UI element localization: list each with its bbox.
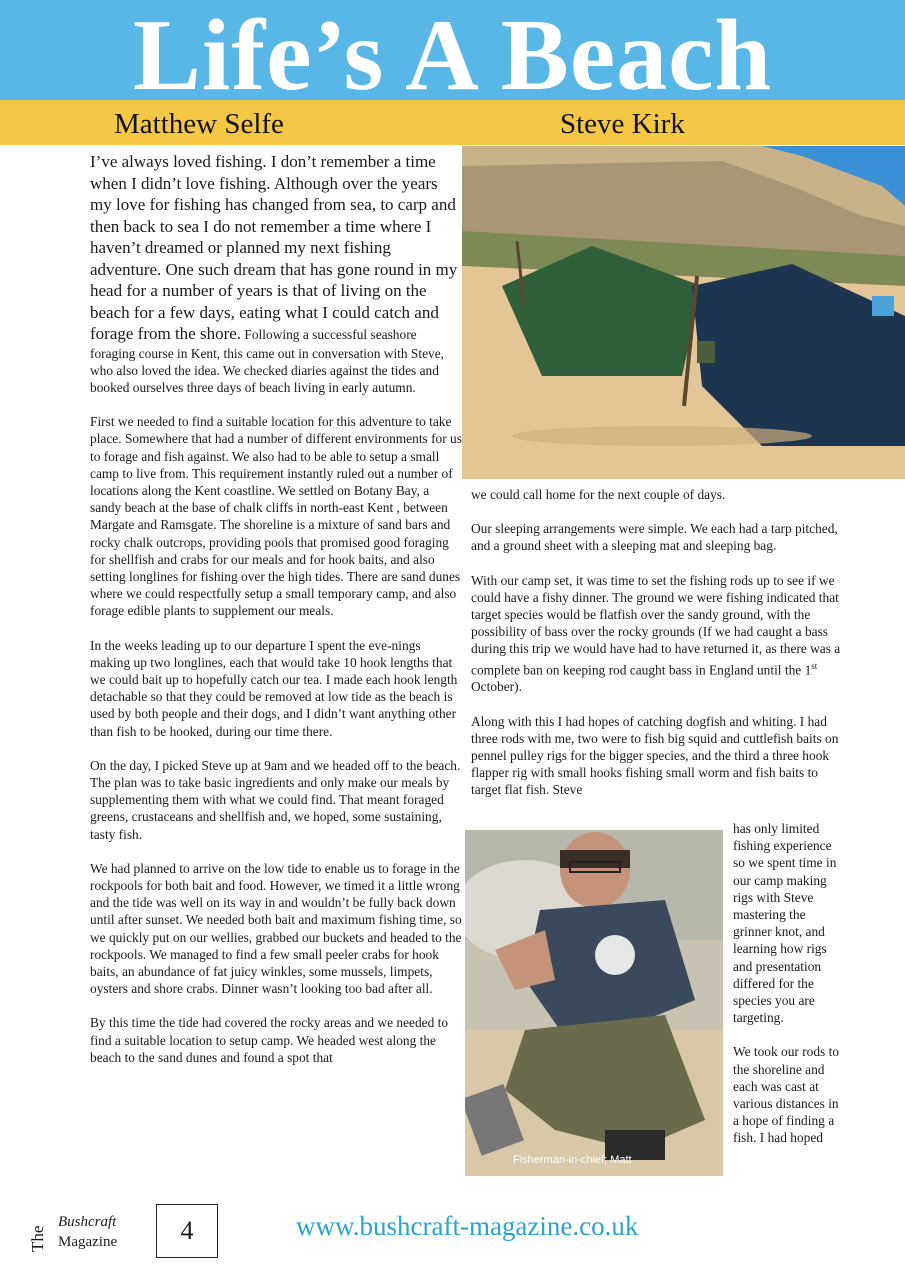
magazine-name-bushcraft: Bushcraft (58, 1214, 117, 1230)
right-paragraph-3-end: October). (471, 679, 522, 695)
author-right: Steve Kirk (560, 108, 685, 140)
fisherman-illustration (465, 830, 723, 1176)
lead-paragraph (90, 151, 462, 396)
wrap-paragraph-2: We took our rods to the shoreline and each was cast at various distances in a hope of finding a fish. I had hoped (733, 1044, 840, 1146)
author-left: Matthew Selfe (114, 108, 284, 140)
right-paragraph-3 (471, 572, 846, 696)
magazine-name-magazine: Magazine (58, 1234, 118, 1250)
right-paragraph-4: Along with this I had hopes of catching dogfish and whiting. I had three rods with me, two were to fish big squid and cuttlefish baits on pennel pulley rigs for the bigger species, and the third a three hook flapper rig with small hooks fishing small worm and fish baits to target flat fish. Steve (471, 713, 839, 798)
lead-continuation: Following a successful seashore foraging course in Kent, this came out in conversation with Steve, who also loved the idea. We checked diaries against the tides and booked ourselves three days of beach living in early autumn. (90, 327, 445, 395)
wrap-paragraph-1: has only limited fishing experience so we spent time in our camp making rigs with Steve mastering the grinner knot, and learning how rigs and presentation differed for the species you are targeting. (733, 821, 837, 1026)
article-title: Life’s A Beach (132, 0, 773, 112)
paragraph-2: First we needed to find a suitable location for this adventure to take place. Somewhere that had a number of different environments for us to forage and fish against. We also had to be able to setup a small camp to live from. This requirement instantly ruled out a number of locations along the Kent coastline. We settled on Botany Bay, a sandy beach at the base of chalk cliffs in north-east Kent , between Margate and Ramsgate. The shoreline is a mixture of sand bars and rocky chalk outcrops, providing pools that promised good foraging for shellfish and crabs for our meals and for hook baits, and also setting longlines for fishing over the high tides. There are sand dunes where we could respectfully setup a small temporary camp, and also forage edible plants to supplement our meals. (90, 414, 462, 619)
beach-camp-illustration (462, 146, 905, 479)
article-wrap-column (733, 820, 845, 1164)
ordinal-suffix: st (811, 660, 818, 671)
paragraph-3: In the weeks leading up to our departure I spent the eve-nings making up two longlines, each that would take 10 hook lengths that we could bait up to hopefully catch our tea. I made each hook length detachable so that they could be removed at low tide as the beach is used by both people and their dogs, and I didn’t want anything other than fish to be hooked, during our time there. (90, 637, 458, 739)
paragraph-6: By this time the tide had covered the rocky areas and we needed to find a suitable location to setup camp. We headed west along the beach to the sand dunes and found a spot that (90, 1015, 449, 1065)
article-left-column (90, 151, 462, 1083)
website-link[interactable]: www.bushcraft-magazine.co.uk (296, 1211, 639, 1241)
photo-caption: Fisherman-in-chief; Matt (513, 1154, 632, 1166)
magazine-the: The (28, 1225, 47, 1252)
paragraph-4: On the day, I picked Steve up at 9am and we headed off to the beach. The plan was to take basic ingredients and only make our meals by supplementing them with what we could find. That meant foraged greens, crustaceans and shellfish and, we hoped, some sustaining, tasty fish. (90, 757, 461, 842)
article-right-column (471, 486, 846, 816)
page-number: 4 (156, 1204, 218, 1258)
paragraph-5: We had planned to arrive on the low tide to enable us to forage in the rockpools for both bait and food. However, we timed it a little wrong and the tide was well on its way in and wouldn’t be fully back down until after sunset. We needed both bait and maximum fishing time, so we quickly put on our wellies, grabbed our buckets and headed to the rockpools. We managed to find a few small peeler crabs for hook baits, an abundance of fat juicy winkles, some mussels, limpets, oysters and shore crabs. Dinner wasn’t looking too bad after all. (90, 860, 462, 997)
lead-text: I’ve always loved fishing. I don’t remember a time when I didn’t love fishing. Although over the years my love for fishing has changed from sea, to carp and then back to sea I do not remember a time where I haven’t dreamed or planned my next fishing adventure. One such dream that has gone round in my head for a number of years is that of living on the beach for a few days, eating what I could catch and forage from the shore. (90, 152, 458, 343)
right-paragraph-3-text: With our camp set, it was time to set the fishing rods up to see if we could have a fishy dinner. The ground we were fishing indicated that target species would be flatfish over the sandy ground, with the possibility of bass over the rocky grounds (If we had caught a bass during this trip we would have had to have returned it, as there was a complete ban on keeping rod caught bass in England until the 1 (471, 572, 841, 678)
beach-camp-photo (462, 146, 905, 479)
fisherman-photo (465, 830, 723, 1176)
right-paragraph-1: we could call home for the next couple of days. (471, 487, 726, 502)
right-paragraph-2: Our sleeping arrangements were simple. We each had a tarp pitched, and a ground sheet with a sleeping mat and sleeping bag. (471, 521, 838, 554)
